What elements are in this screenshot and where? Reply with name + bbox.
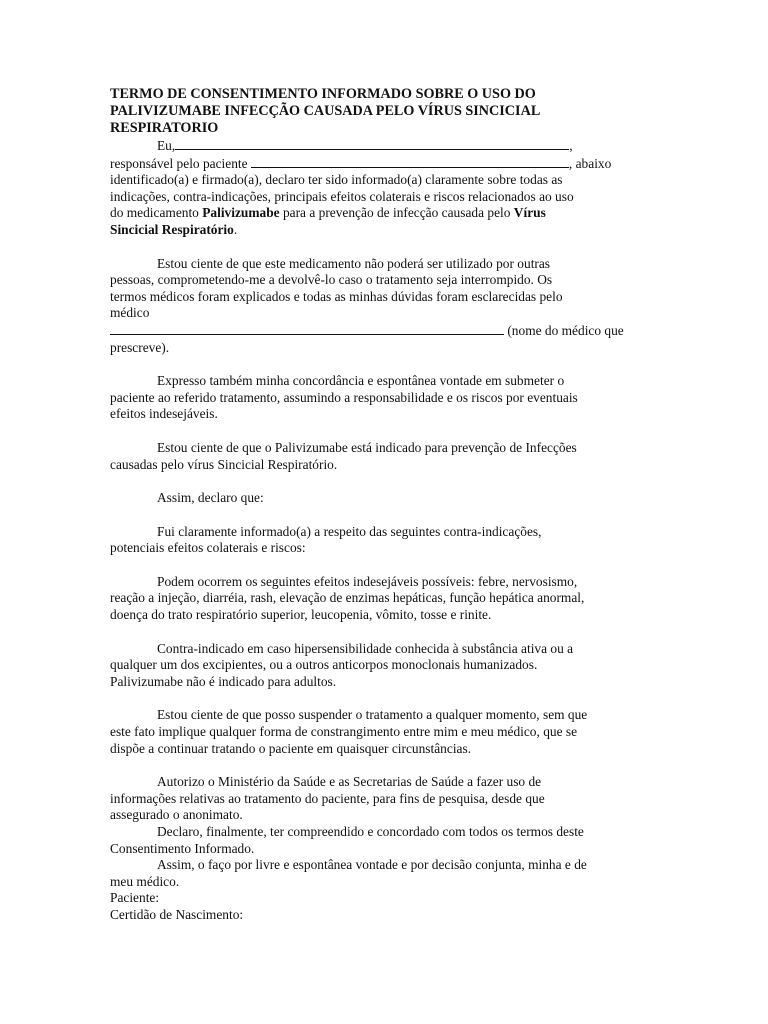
text-line: potenciais efeitos colaterais e riscos: — [110, 540, 306, 556]
text-line: dispõe a continuar tratando o paciente em quaisquer circunstâncias. — [110, 740, 472, 756]
paragraph-contra-indicado — [110, 641, 660, 691]
text-line: doença do trato respiratório superior, leucopenia, vômito, tosse e rinite. — [110, 607, 492, 623]
consent-document — [110, 86, 660, 924]
intro-line-1 — [110, 137, 660, 155]
paragraph-informado — [110, 524, 660, 557]
intro-paragraph — [110, 137, 660, 239]
text-line: efeitos indesejáveis. — [110, 406, 218, 422]
text-line: meu médico. — [110, 873, 180, 889]
text-line: Podem ocorrem os seguintes efeitos indesejáveis possíveis: febre, nervosismo, — [157, 573, 578, 589]
paragraph-efeitos — [110, 574, 660, 624]
text-line: paciente ao referido tratamento, assumindo a responsabilidade e os riscos por eventuais — [110, 389, 578, 405]
paragraph-ciente — [110, 256, 660, 357]
text-line: prescreve). — [110, 339, 170, 355]
text-line: pessoas, comprometendo-me a devolvê-lo caso o tratamento seja interrompido. Os — [110, 272, 553, 288]
virus-name: Sincicial Respiratório — [110, 221, 234, 237]
intro-line-6 — [110, 222, 660, 239]
text-line: informações relativas ao tratamento do paciente, para fins de pesquisa, desde que — [110, 790, 545, 806]
doctor-name-blank[interactable] — [110, 322, 504, 335]
text-line: Palivizumabe não é indicado para adultos. — [110, 673, 337, 689]
text-line: Autorizo o Ministério da Saúde e as Secretarias de Saúde a fazer uso de — [157, 774, 542, 790]
document-title: TERMO DE CONSENTIMENTO INFORMADO SOBRE O USO DO PALIVIZUMABE INFECÇÃO CAUSADA PELO VÍRUS SINCICIAL RESPIRATORIO — [110, 86, 541, 136]
paragraph-concordancia — [110, 373, 660, 423]
patient-blank[interactable] — [251, 155, 569, 168]
paragraph-indicado — [110, 440, 660, 473]
intro-line-5 — [110, 205, 660, 222]
signature-fields — [110, 890, 660, 923]
name-blank[interactable] — [175, 137, 569, 150]
text-line: Estou ciente de que este medicamento não poderá ser utilizado por outras — [157, 255, 551, 271]
text-line: Declaro, finalmente, ter compreendido e concordado com todos os termos deste — [157, 824, 584, 839]
intro-line-4: indicações, contra-indicações, principais efeitos colaterais e riscos relacionados ao uso — [110, 188, 574, 204]
paragraph-assim — [110, 490, 660, 507]
text-line: causadas pelo vírus Sincicial Respiratório. — [110, 456, 338, 472]
doctor-line — [110, 322, 660, 340]
intro-line-2 — [110, 155, 660, 173]
eu-end: , — [569, 138, 573, 153]
paciente-field-label: Paciente: — [110, 890, 160, 906]
text-line: Estou ciente de que o Palivizumabe está indicado para prevenção de Infecções — [157, 439, 577, 455]
text-line: reação a injeção, diarréia, rash, elevação de enzimas hepáticas, função hepática anormal, — [110, 590, 585, 606]
paragraph-suspender — [110, 707, 660, 757]
certidao-field-label: Certidão de Nascimento: — [110, 906, 244, 922]
text-line: assegurado o anonimato. — [110, 807, 243, 823]
eu-label: Eu, — [157, 138, 176, 153]
text-line: qualquer um dos excipientes, ou a outros anticorpos monoclonais humanizados. — [110, 657, 538, 673]
text-line: (nome do médico que — [504, 322, 624, 338]
text-line: termos médicos foram explicados e todas as minhas dúvidas foram esclarecidas pelo — [110, 288, 563, 304]
intro-text: . — [233, 221, 238, 237]
paragraph-faco — [110, 857, 660, 890]
text-line: médico — [110, 305, 150, 321]
intro-text: para a prevenção de infecção causada pelo — [279, 205, 514, 221]
intro-line-3: identificado(a) e firmado(a), declaro ter sido informado(a) claramente sobre todas as — [110, 172, 563, 188]
responsavel-label: responsável pelo paciente — [110, 155, 251, 171]
paragraph-declaro — [110, 824, 660, 857]
text-line: Contra-indicado em caso hipersensibilidade conhecida à substância ativa ou a — [157, 640, 574, 656]
responsavel-end: , abaixo — [568, 155, 612, 171]
text-line: Estou ciente de que posso suspender o tratamento a qualquer momento, sem que — [157, 707, 588, 723]
text-line: Consentimento Informado. — [110, 840, 255, 856]
drug-name: Palivizumabe — [202, 205, 280, 221]
text-line: Expresso também minha concordância e espontânea vontade em submeter o — [157, 373, 565, 389]
intro-text: do medicamento — [110, 205, 203, 221]
text-line: este fato implique qualquer forma de constrangimento entre mim e meu médico, que se — [110, 724, 578, 740]
paragraph-autorizo — [110, 774, 660, 824]
virus-name: Vírus — [513, 205, 546, 221]
text-line: Fui claramente informado(a) a respeito das seguintes contra-indicações, — [157, 523, 542, 539]
text-line: Assim, declaro que: — [157, 490, 264, 506]
text-line: Assim, o faço por livre e espontânea vontade e por decisão conjunta, minha e de — [157, 857, 587, 873]
